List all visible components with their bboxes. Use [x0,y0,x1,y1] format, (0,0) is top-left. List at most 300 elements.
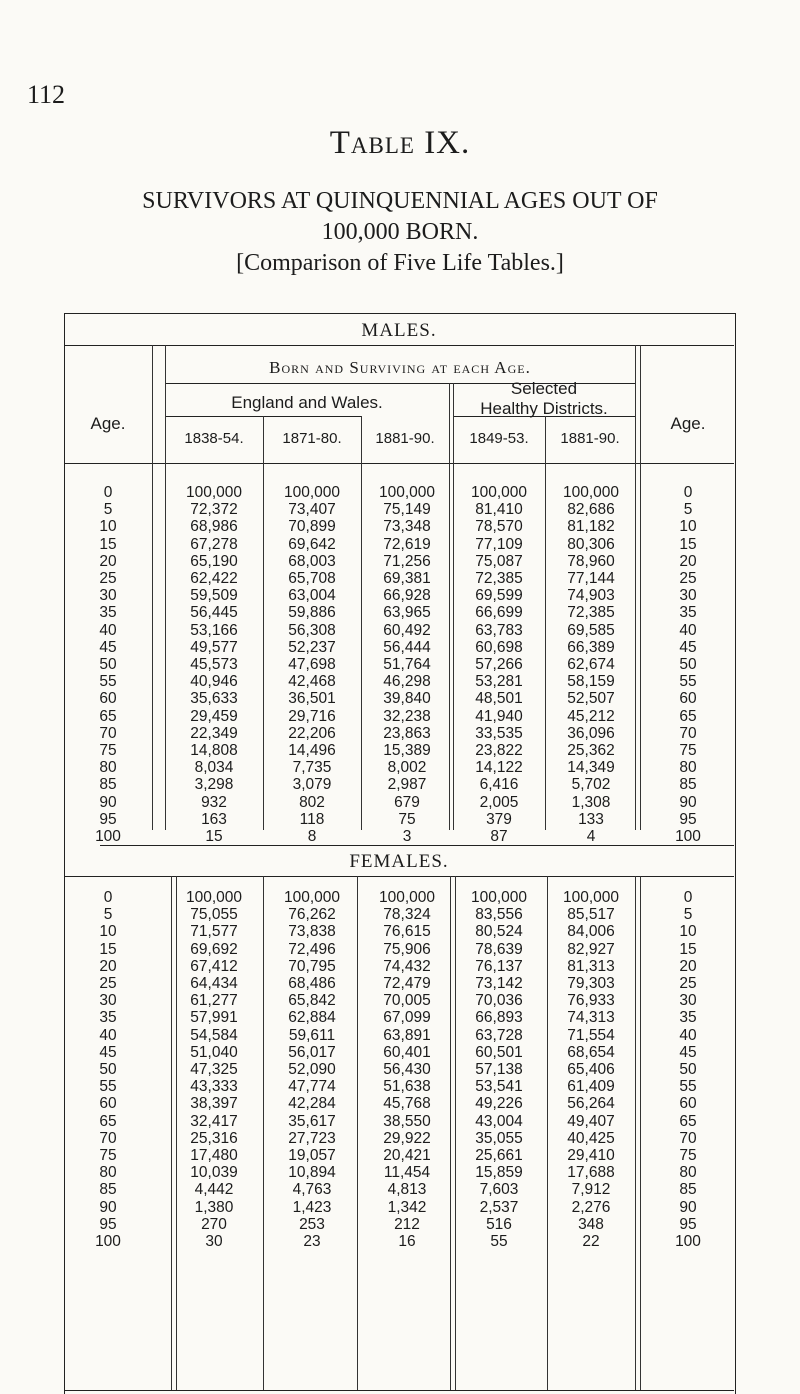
cell-hd-1849-53: 57,266 [475,656,523,673]
cell-ew-1871-80: 73,838 [288,923,336,941]
cell-hd-1881-90: 82,686 [567,501,615,519]
cell-ew-1881-90: 56,430 [383,1061,431,1078]
period-1849-53: 1849-53. [469,430,529,447]
cell-ew-1838-54: 38,397 [190,1095,238,1113]
cell-age-right: 10 [679,923,697,941]
cell-ew-1881-90: 679 [394,793,420,811]
cell-ew-1871-80: 4,763 [292,1181,332,1199]
cell-hd-1849-53: 83,556 [475,906,523,924]
cell-age-right: 25 [679,975,697,992]
cell-ew-1881-90: 11,454 [383,1164,431,1182]
cell-ew-1838-54: 43,333 [190,1078,238,1096]
cell-hd-1881-90: 77,144 [567,570,615,587]
cell-ew-1838-54: 59,509 [190,587,238,605]
cell-hd-1849-53: 69,599 [475,587,523,605]
cell-hd-1881-90: 68,654 [567,1043,615,1061]
cell-ew-1881-90: 20,421 [383,1147,431,1164]
cell-hd-1849-53: 66,893 [475,1009,523,1027]
cell-hd-1881-90: 82,927 [567,940,615,958]
cell-ew-1838-54: 17,480 [190,1147,238,1164]
cell-age-right: 5 [683,501,693,519]
cell-hd-1849-53: 6,416 [479,776,519,794]
cell-age-right: 85 [679,776,697,794]
cell-age: 85 [99,776,117,794]
cell-ew-1871-80: 59,611 [288,1026,336,1044]
cell-age-right: 50 [679,1061,697,1078]
cell-ew-1871-80: 100,000 [283,889,341,906]
cell-ew-1881-90: 74,432 [383,957,431,975]
cell-hd-1881-90: 74,313 [567,1009,615,1027]
cell-hd-1849-53: 48,501 [475,690,523,708]
cell-hd-1881-90: 7,912 [571,1181,611,1199]
cell-ew-1871-80: 47,774 [288,1078,336,1096]
cell-hd-1881-90: 61,409 [567,1078,615,1096]
cell-ew-1871-80: 56,017 [288,1043,336,1061]
period-1881-90-ew: 1881-90. [375,430,435,447]
cell-age: 30 [99,587,117,605]
cell-age: 90 [99,793,117,811]
cell-ew-1838-54: 30 [205,1233,223,1250]
cell-hd-1849-53: 379 [486,810,512,828]
cell-age: 65 [99,1112,117,1130]
cell-age: 85 [99,1181,117,1199]
cell-ew-1838-54: 53,166 [190,621,238,639]
cell-age: 5 [103,501,113,519]
cell-ew-1881-90: 73,348 [383,518,431,536]
cell-ew-1881-90: 56,444 [383,638,431,656]
cell-age-right: 90 [679,793,697,811]
cell-hd-1881-90: 49,407 [567,1112,615,1130]
cell-age-right: 30 [679,587,697,605]
cell-hd-1849-53: 77,109 [475,535,523,553]
cell-ew-1871-80: 68,003 [288,552,336,570]
cell-hd-1881-90: 4 [586,828,596,845]
cell-ew-1871-80: 42,468 [288,673,336,691]
cell-age: 45 [99,1043,117,1061]
cell-ew-1881-90: 76,615 [383,923,431,941]
cell-ew-1838-54: 47,325 [190,1061,238,1078]
cell-age-right: 15 [679,940,697,958]
cell-ew-1871-80: 73,407 [288,501,336,519]
cell-age-right: 25 [679,570,697,587]
cell-age: 50 [99,656,117,673]
cell-ew-1838-54: 8,034 [194,759,234,777]
cell-hd-1849-53: 2,005 [479,793,519,811]
table-row [0,1233,800,1253]
cell-age-right: 80 [679,759,697,777]
cell-ew-1838-54: 100,000 [185,484,243,501]
cell-ew-1838-54: 45,573 [190,656,238,673]
cell-age: 25 [99,570,117,587]
cell-ew-1881-90: 16 [398,1233,416,1250]
cell-ew-1871-80: 52,237 [288,638,336,656]
cell-ew-1838-54: 10,039 [190,1164,238,1182]
cell-age-right: 40 [679,1026,697,1044]
cell-hd-1881-90: 66,389 [567,638,615,656]
cell-ew-1881-90: 70,005 [383,992,431,1010]
cell-age-right: 15 [679,535,697,553]
cell-ew-1881-90: 75,906 [383,940,431,958]
cell-age: 65 [99,707,117,725]
cell-hd-1849-53: 87 [490,828,508,845]
cell-age-right: 70 [679,1129,697,1147]
cell-ew-1871-80: 62,884 [288,1009,336,1027]
cell-ew-1838-54: 4,442 [194,1181,234,1199]
cell-age-right: 95 [679,810,697,828]
cell-ew-1881-90: 51,764 [383,656,431,673]
cell-ew-1871-80: 70,795 [288,957,336,975]
cell-age: 75 [99,742,117,759]
cell-age: 5 [103,906,113,924]
cell-ew-1881-90: 100,000 [378,484,436,501]
cell-ew-1881-90: 60,401 [383,1043,431,1061]
cell-ew-1881-90: 23,863 [383,724,431,742]
cell-ew-1838-54: 270 [201,1215,227,1233]
cell-ew-1881-90: 66,928 [383,587,431,605]
cell-hd-1849-53: 81,410 [475,501,523,519]
cell-age-right: 35 [679,604,697,622]
cell-ew-1871-80: 1,423 [292,1198,332,1216]
cell-ew-1871-80: 14,496 [288,742,336,759]
cell-age: 45 [99,638,117,656]
cell-ew-1871-80: 10,894 [288,1164,336,1182]
cell-ew-1881-90: 63,965 [383,604,431,622]
cell-age-right: 10 [679,518,697,536]
cell-ew-1871-80: 3,079 [292,776,332,794]
cell-age-right: 65 [679,707,697,725]
cell-ew-1881-90: 46,298 [383,673,431,691]
cell-age: 75 [99,1147,117,1164]
cell-hd-1849-53: 55 [490,1233,508,1250]
cell-ew-1881-90: 1,342 [387,1198,427,1216]
cell-hd-1849-53: 72,385 [475,570,523,587]
cell-age: 20 [99,957,117,975]
cell-age-right: 95 [679,1215,697,1233]
cell-age: 55 [99,673,117,691]
cell-ew-1871-80: 76,262 [288,906,336,924]
cell-ew-1881-90: 78,324 [383,906,431,924]
cell-ew-1881-90: 32,238 [383,707,431,725]
cell-age-right: 80 [679,1164,697,1182]
cell-hd-1881-90: 85,517 [567,906,615,924]
cell-ew-1838-54: 72,372 [190,501,238,519]
cell-ew-1838-54: 69,692 [190,940,238,958]
subheading: [Comparison of Five Life Tables.] [236,250,564,276]
cell-ew-1871-80: 100,000 [283,484,341,501]
cell-ew-1881-90: 51,638 [383,1078,431,1096]
cell-hd-1849-53: 63,728 [475,1026,523,1044]
cell-age-right: 50 [679,656,697,673]
cell-ew-1838-54: 32,417 [190,1112,238,1130]
cell-ew-1871-80: 23 [303,1233,321,1250]
cell-hd-1881-90: 71,554 [567,1026,615,1044]
age-header-right: Age. [670,414,706,433]
cell-ew-1838-54: 67,278 [190,535,238,553]
cell-hd-1849-53: 15,859 [475,1164,523,1182]
cell-ew-1881-90: 71,256 [383,552,431,570]
selected-line-2: Healthy Districts. [480,399,608,418]
cell-hd-1881-90: 25,362 [567,742,615,759]
cell-ew-1871-80: 52,090 [288,1061,336,1078]
cell-ew-1871-80: 72,496 [288,940,336,958]
cell-ew-1838-54: 67,412 [190,957,238,975]
cell-ew-1871-80: 47,698 [288,656,336,673]
cell-hd-1881-90: 65,406 [567,1061,615,1078]
cell-age-right: 55 [679,1078,697,1096]
cell-age: 40 [99,621,117,639]
cell-ew-1838-54: 163 [201,810,227,828]
cell-hd-1881-90: 348 [578,1215,604,1233]
cell-hd-1849-53: 516 [486,1215,512,1233]
cell-age-right: 65 [679,1112,697,1130]
cell-hd-1849-53: 53,541 [475,1078,523,1096]
cell-age-right: 60 [679,690,697,708]
cell-age: 10 [99,923,117,941]
cell-age: 95 [99,1215,117,1233]
cell-age: 60 [99,1095,117,1113]
cell-age-right: 20 [679,957,697,975]
cell-ew-1871-80: 65,842 [288,992,336,1010]
cell-hd-1849-53: 78,639 [475,940,523,958]
table-title: Table IX. [329,125,471,161]
cell-age-right: 70 [679,724,697,742]
cell-age-right: 90 [679,1198,697,1216]
cell-ew-1881-90: 38,550 [383,1112,431,1130]
cell-ew-1838-54: 49,577 [190,638,238,656]
cell-ew-1838-54: 3,298 [194,776,234,794]
cell-age-right: 45 [679,1043,697,1061]
cell-age: 55 [99,1078,117,1096]
cell-ew-1871-80: 118 [299,810,325,828]
cell-age: 40 [99,1026,117,1044]
cell-ew-1881-90: 4,813 [387,1181,427,1199]
cell-hd-1881-90: 58,159 [567,673,615,691]
cell-ew-1838-54: 15 [205,828,223,845]
cell-age-right: 0 [683,889,693,906]
cell-hd-1881-90: 81,182 [567,518,615,536]
cell-ew-1881-90: 212 [394,1215,420,1233]
cell-ew-1881-90: 15,389 [383,742,431,759]
cell-age: 90 [99,1198,117,1216]
cell-ew-1871-80: 29,716 [288,707,336,725]
cell-age: 80 [99,759,117,777]
cell-hd-1849-53: 60,501 [475,1043,523,1061]
cell-hd-1881-90: 74,903 [567,587,615,605]
cell-ew-1838-54: 71,577 [190,923,238,941]
cell-age-right: 55 [679,673,697,691]
cell-hd-1881-90: 52,507 [567,690,615,708]
cell-ew-1838-54: 56,445 [190,604,238,622]
cell-ew-1871-80: 63,004 [288,587,336,605]
cell-hd-1881-90: 80,306 [567,535,615,553]
cell-hd-1849-53: 66,699 [475,604,523,622]
cell-age: 50 [99,1061,117,1078]
cell-hd-1881-90: 79,303 [567,975,615,992]
cell-ew-1838-54: 62,422 [190,570,238,587]
females-title: FEMALES. [349,851,449,872]
cell-ew-1871-80: 35,617 [288,1112,336,1130]
cell-hd-1849-53: 35,055 [475,1129,523,1147]
age-header-left: Age. [90,414,126,433]
period-1871-80: 1871-80. [282,430,342,447]
heading-line-2: 100,000 BORN. [321,219,479,245]
cell-age: 25 [99,975,117,992]
cell-ew-1881-90: 100,000 [378,889,436,906]
cell-ew-1871-80: 68,486 [288,975,336,992]
cell-age: 95 [99,810,117,828]
cell-hd-1881-90: 76,933 [567,992,615,1010]
cell-age-right: 40 [679,621,697,639]
england-wales-header: England and Wales. [231,393,383,412]
cell-age: 0 [103,889,113,906]
cell-age-right: 75 [679,742,697,759]
cell-ew-1838-54: 29,459 [190,707,238,725]
table-heading [0,186,800,279]
cell-ew-1871-80: 65,708 [288,570,336,587]
cell-age: 15 [99,535,117,553]
cell-age: 30 [99,992,117,1010]
cell-age: 100 [95,828,121,845]
males-title: MALES. [361,320,437,341]
cell-hd-1881-90: 29,410 [567,1147,615,1164]
cell-hd-1849-53: 43,004 [475,1112,523,1130]
cell-age-right: 35 [679,1009,697,1027]
page-number: 112 [27,80,66,109]
cell-hd-1849-53: 53,281 [475,673,523,691]
cell-hd-1849-53: 100,000 [470,484,528,501]
cell-hd-1849-53: 100,000 [470,889,528,906]
cell-age: 15 [99,940,117,958]
cell-ew-1871-80: 253 [299,1215,325,1233]
cell-ew-1871-80: 59,886 [288,604,336,622]
cell-ew-1838-54: 51,040 [190,1043,238,1061]
cell-age-right: 85 [679,1181,697,1199]
cell-hd-1849-53: 7,603 [479,1181,519,1199]
cell-ew-1871-80: 42,284 [288,1095,336,1113]
cell-ew-1881-90: 72,479 [383,975,431,992]
cell-ew-1881-90: 75,149 [383,501,431,519]
cell-ew-1871-80: 36,501 [288,690,336,708]
cell-hd-1881-90: 22 [582,1233,600,1250]
cell-ew-1881-90: 72,619 [383,535,431,553]
cell-ew-1881-90: 67,099 [383,1009,431,1027]
heading-line-1: SURVIVORS AT QUINQUENNIAL AGES OUT OF [142,188,658,214]
cell-ew-1838-54: 35,633 [190,690,238,708]
cell-ew-1871-80: 69,642 [288,535,336,553]
cell-hd-1881-90: 14,349 [567,759,615,777]
cell-age: 70 [99,724,117,742]
cell-hd-1881-90: 36,096 [567,724,615,742]
cell-age: 70 [99,1129,117,1147]
period-1881-90-hd: 1881-90. [560,430,620,447]
cell-age: 10 [99,518,117,536]
cell-ew-1871-80: 27,723 [288,1129,336,1147]
cell-hd-1849-53: 78,570 [475,518,523,536]
cell-age-right: 100 [675,828,701,845]
cell-hd-1849-53: 23,822 [475,742,523,759]
cell-hd-1881-90: 100,000 [562,889,620,906]
cell-hd-1881-90: 100,000 [562,484,620,501]
cell-ew-1881-90: 8,002 [387,759,427,777]
cell-hd-1849-53: 70,036 [475,992,523,1010]
cell-age: 0 [103,484,113,501]
cell-ew-1838-54: 40,946 [190,673,238,691]
cell-ew-1881-90: 45,768 [383,1095,431,1113]
cell-ew-1838-54: 64,434 [190,975,238,992]
cell-ew-1871-80: 19,057 [288,1147,336,1164]
cell-ew-1881-90: 60,492 [383,621,431,639]
cell-hd-1881-90: 40,425 [567,1129,615,1147]
cell-hd-1881-90: 72,385 [567,604,615,622]
cell-age: 60 [99,690,117,708]
cell-ew-1838-54: 14,808 [190,742,238,759]
cell-age-right: 60 [679,1095,697,1113]
cell-ew-1881-90: 75 [398,810,416,828]
cell-ew-1838-54: 61,277 [190,992,238,1010]
cell-age: 20 [99,552,117,570]
cell-ew-1838-54: 65,190 [190,552,238,570]
cell-ew-1881-90: 29,922 [383,1129,431,1147]
cell-hd-1849-53: 75,087 [475,552,523,570]
cell-hd-1849-53: 63,783 [475,621,523,639]
cell-age-right: 0 [683,484,693,501]
cell-hd-1881-90: 133 [578,810,604,828]
cell-age-right: 30 [679,992,697,1010]
cell-ew-1871-80: 7,735 [292,759,332,777]
cell-ew-1838-54: 1,380 [194,1198,234,1216]
cell-ew-1871-80: 22,206 [288,724,336,742]
cell-age-right: 100 [675,1233,701,1250]
cell-ew-1871-80: 802 [299,793,325,811]
cell-hd-1881-90: 69,585 [567,621,615,639]
cell-age: 35 [99,1009,117,1027]
cell-age-right: 45 [679,638,697,656]
cell-ew-1838-54: 54,584 [190,1026,238,1044]
cell-ew-1838-54: 22,349 [190,724,238,742]
cell-hd-1881-90: 2,276 [571,1198,611,1216]
cell-hd-1881-90: 1,308 [571,793,611,811]
cell-ew-1838-54: 57,991 [190,1009,238,1027]
cell-hd-1849-53: 2,537 [479,1198,519,1216]
cell-ew-1881-90: 39,840 [383,690,431,708]
cell-ew-1871-80: 56,308 [288,621,336,639]
cell-ew-1838-54: 100,000 [185,889,243,906]
cell-hd-1849-53: 80,524 [475,923,523,941]
cell-ew-1881-90: 63,891 [383,1026,431,1044]
cell-hd-1881-90: 17,688 [567,1164,615,1182]
cell-ew-1881-90: 3 [402,828,412,845]
cell-age: 80 [99,1164,117,1182]
selected-line-1: Selected [510,379,578,398]
cell-hd-1849-53: 33,535 [475,724,523,742]
cell-age: 35 [99,604,117,622]
cell-hd-1881-90: 5,702 [571,776,611,794]
cell-hd-1849-53: 57,138 [475,1061,523,1078]
cell-hd-1881-90: 45,212 [567,707,615,725]
cell-hd-1881-90: 81,313 [567,957,615,975]
cell-hd-1881-90: 56,264 [567,1095,615,1113]
cell-ew-1838-54: 68,986 [190,518,238,536]
period-1838-54: 1838-54. [184,430,244,447]
cell-hd-1849-53: 41,940 [475,707,523,725]
selected-districts-header [453,379,635,419]
cell-age-right: 75 [679,1147,697,1164]
cell-ew-1871-80: 70,899 [288,518,336,536]
rule-under-females-title [64,876,734,877]
cell-ew-1838-54: 932 [201,793,227,811]
cell-hd-1849-53: 49,226 [475,1095,523,1113]
cell-hd-1881-90: 84,006 [567,923,615,941]
